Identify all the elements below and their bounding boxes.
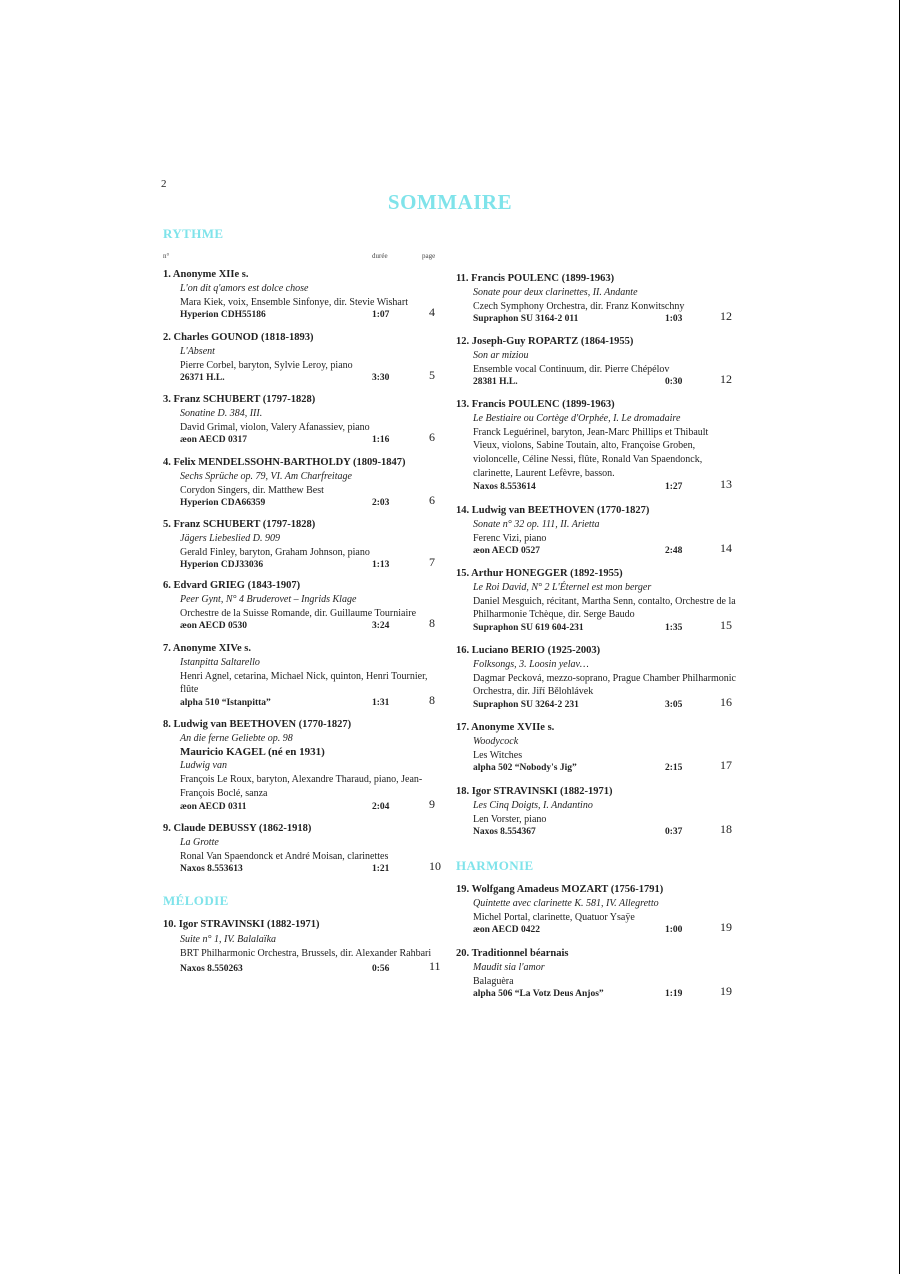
entry-label: æon AECD 0311 [180, 801, 247, 812]
entry-recording-line [163, 958, 441, 977]
page-title: SOMMAIRE [387, 190, 513, 214]
entry-label: Naxos 8.553613 [180, 864, 243, 875]
entry-work: Les Cinq Doigts, I. Andantino [473, 799, 593, 811]
entry-label: 26371 H.L. [180, 373, 225, 384]
entry-performers: Len Vorster, piano [473, 813, 547, 825]
entry-page: 6 [429, 430, 435, 445]
entry-page: 7 [429, 555, 435, 570]
entry-recording-line [456, 822, 736, 840]
entry-composer: Franz SCHUBERT (1797-1828) [173, 394, 316, 405]
entry-page: 12 [720, 372, 732, 387]
entry-recording-line [456, 695, 736, 713]
entry-number: 17. [456, 722, 470, 733]
toc-entry [163, 718, 441, 815]
entry-duration: 0:37 [665, 827, 683, 838]
entry-recording-line [456, 372, 736, 390]
entry-page: 11 [429, 958, 441, 973]
entry-label: Supraphon SU 3164-2 011 [473, 314, 579, 325]
entry-number: 4. [163, 457, 171, 468]
entry-heading [456, 947, 736, 961]
entry-duration: 2:04 [372, 801, 390, 812]
header-duration: durée [372, 252, 388, 260]
entry-duration: 0:30 [665, 377, 683, 388]
entry-composer: Anonyme XIIe s. [172, 269, 249, 280]
entry-page: 12 [720, 309, 732, 324]
entry-work: Sechs Sprüche op. 79, VI. Am Charfreitage [180, 470, 352, 482]
toc-entry [456, 947, 736, 1002]
entry-composer: Francis POULENC (1899-1963) [471, 399, 615, 410]
entry-recording-line [163, 859, 441, 877]
entry-heading [163, 642, 441, 656]
toc-entry [456, 335, 736, 390]
entry-work: An die ferne Geliebte op. 98 [180, 732, 293, 744]
entry-performers: Pierre Corbel, baryton, Sylvie Leroy, piano [180, 359, 353, 371]
entry-heading [163, 918, 441, 933]
entry-work: Sonate pour deux clarinettes, II. Andante [473, 286, 638, 298]
entry-heading [163, 456, 441, 470]
entry-work: Le Bestiaire ou Cortège d'Orphée, I. Le dromadaire [473, 412, 681, 424]
entry-work: Suite n° 1, IV. Balalaïka [180, 933, 277, 945]
entry-performers: François Le Roux, baryton, Alexandre Tharaud, piano, Jean-François Boclé, sanza [180, 774, 423, 799]
entry-composer: Franz SCHUBERT (1797-1828) [173, 519, 316, 530]
entry-performers: Ferenc Vizi, piano [473, 532, 547, 544]
entry-performers: Les Witches [473, 749, 523, 761]
toc-entry [456, 721, 736, 776]
entry-recording-line [456, 309, 736, 327]
entry-work: Sonate n° 32 op. 111, II. Arietta [473, 518, 600, 530]
entry-number: 18. [456, 786, 470, 797]
entry-heading [163, 822, 441, 836]
entry-recording-line [163, 796, 441, 815]
toc-entry [456, 883, 736, 938]
entry-composer: Ludwig van BEETHOVEN (1770-1827) [471, 505, 650, 516]
entry-label: alpha 510 “Istanpitta” [180, 698, 271, 709]
entry-number: 6. [163, 580, 171, 591]
toc-entry [163, 393, 441, 448]
entry-performers: Henri Agnel, cetarina, Michael Nick, quinton, Henri Tournier, flûte [180, 670, 428, 696]
entry-performers: Czech Symphony Orchestra, dir. Franz Konwitschny [473, 300, 685, 312]
entry-composer: Claude DEBUSSY (1862-1918) [173, 823, 312, 834]
entry-work: Maudit sia l'amor [473, 961, 545, 973]
entry-composer: Arthur HONEGGER (1892-1955) [471, 568, 623, 579]
entry-composer: Traditionnel béarnais [471, 948, 569, 959]
entry-composer: Anonyme XIVe s. [172, 643, 252, 654]
entry-performers: Franck Leguérinel, baryton, Jean-Marc Phillips et Thibault Vieux, violons, Sabine Toutain, alto, Françoise Groben, violoncelle, Céline Nessi, flûte, Ronald Van Spaendonck, clarinette, Laurent Lefèvre, basson. [473, 426, 709, 479]
entry-number: 13. [456, 399, 470, 410]
entry-composer: Igor STRAVINSKI (1882-1971) [471, 786, 613, 797]
entry-label: Supraphon SU 619 604-231 [473, 623, 584, 634]
entry-page: 15 [720, 618, 732, 633]
toc-entry [456, 644, 736, 713]
entry-number: 8. [163, 719, 171, 730]
entry-performers: David Grimal, violon, Valery Afanassiev, piano [180, 421, 370, 433]
toc-entry [456, 398, 736, 495]
entry-duration: 1:31 [372, 698, 390, 709]
toc-entry [163, 918, 441, 976]
entry-heading [456, 785, 736, 799]
entry-recording-line [456, 984, 736, 1002]
header-page: page [422, 252, 436, 260]
entry-composer: Edvard GRIEG (1843-1907) [173, 580, 301, 591]
entry-composer: Charles GOUNOD (1818-1893) [173, 332, 314, 343]
entry-heading [456, 883, 736, 897]
header-number: n° [163, 252, 170, 260]
entry-duration: 1:03 [665, 314, 683, 325]
entry-page: 19 [720, 920, 732, 935]
entry-performers: Mara Kiek, voix, Ensemble Sinfonye, dir. Stevie Wishart [180, 296, 408, 308]
toc-entry [163, 642, 441, 711]
toc-entry [163, 268, 441, 323]
entry-duration: 1:27 [665, 481, 683, 492]
entry-work: La Grotte [180, 836, 219, 848]
entry-page: 9 [429, 796, 435, 811]
entry-page: 19 [720, 984, 732, 999]
entry-duration: 1:00 [665, 925, 683, 936]
entry-performers: Orchestre de la Suisse Romande, dir. Guillaume Tourniaire [180, 607, 417, 619]
entry-heading [163, 718, 441, 732]
entry-performers: Daniel Mesguich, récitant, Martha Senn, contalto, Orchestre de la Philharmonie Tchèque, dir. Serge Baudo [473, 595, 736, 621]
entry-page: 13 [720, 476, 732, 491]
entry-performers: BRT Philharmonic Orchestra, Brussels, dir. Alexander Rahbari [180, 948, 432, 960]
entry-work: Sonatine D. 384, III. [180, 407, 263, 419]
entry-duration: 3:24 [372, 621, 390, 632]
entry-performers: Balaguèra [473, 975, 514, 987]
entry-duration: 2:15 [665, 763, 683, 774]
entry-recording-line [163, 616, 441, 634]
entry-heading [456, 335, 736, 349]
entry-composer: Ludwig van BEETHOVEN (1770-1827) [173, 719, 352, 730]
toc-entry [163, 456, 441, 511]
entry-heading [456, 644, 736, 658]
toc-entry [163, 579, 441, 634]
entry-label: alpha 502 “Nobody's Jig” [473, 763, 577, 774]
entry-number: 10. [163, 919, 177, 930]
entry-page: 8 [429, 616, 435, 631]
entry-heading [163, 518, 441, 532]
entry-duration: 1:07 [372, 310, 390, 321]
entry-composer: Joseph-Guy ROPARTZ (1864-1955) [471, 336, 634, 347]
entry-duration: 2:48 [665, 546, 683, 557]
entry-work-2: Ludwig van [180, 760, 227, 772]
entry-number: 15. [456, 568, 470, 579]
entry-performers: Dagmar Pecková, mezzo-soprano, Prague Chamber Philharmonic Orchestra, dir. Jiří Bělohlávek [473, 672, 736, 698]
entry-work: L'on dit q'amors est dolce chose [180, 282, 309, 294]
entry-number: 1. [163, 269, 171, 280]
entry-recording-line [456, 920, 736, 938]
entry-page: 14 [720, 541, 732, 556]
entry-number: 3. [163, 394, 171, 405]
entry-work: Jägers Liebeslied D. 909 [180, 532, 280, 544]
entry-number: 9. [163, 823, 171, 834]
entry-number: 12. [456, 336, 470, 347]
entry-recording-line [163, 305, 441, 323]
entry-number: 16. [456, 645, 470, 656]
entry-performers: Corydon Singers, dir. Matthew Best [180, 484, 324, 496]
entry-performers: Michel Portal, clarinette, Quatuor Ysaÿe [473, 911, 635, 923]
entry-recording-line [456, 618, 736, 636]
entry-heading [163, 393, 441, 407]
entry-duration: 3:30 [372, 373, 390, 384]
entry-heading [456, 567, 736, 581]
entry-recording-line [163, 693, 441, 711]
entry-number: 7. [163, 643, 171, 654]
entry-heading [456, 272, 736, 286]
section-harmonie: HARMONIE [456, 858, 534, 873]
entry-label: alpha 506 “La Votz Deus Anjos” [473, 989, 604, 1000]
section-rythme: RYTHME [163, 226, 224, 241]
entry-heading [163, 579, 441, 593]
entry-recording-line [163, 555, 441, 573]
toc-entry [163, 822, 441, 877]
entry-duration: 1:35 [665, 623, 683, 634]
entry-duration: 1:13 [372, 560, 390, 571]
entry-label: æon AECD 0530 [180, 621, 248, 632]
entry-number: 11. [456, 273, 469, 284]
entry-work: Istanpitta Saltarello [180, 656, 260, 668]
entry-duration: 1:21 [372, 864, 390, 875]
entry-duration: 1:16 [372, 435, 390, 446]
entry-label: 28381 H.L. [473, 377, 518, 388]
toc-entry [163, 331, 441, 386]
entry-composer-2: Mauricio KAGEL (né en 1931) [180, 745, 325, 758]
entry-label: Hyperion CDA66359 [180, 498, 266, 509]
entry-page: 8 [429, 693, 435, 708]
entry-label: æon AECD 0527 [473, 546, 541, 557]
entry-label: Supraphon SU 3264-2 231 [473, 700, 579, 711]
entry-composer: Anonyme XVIIe s. [471, 722, 555, 733]
entry-duration: 2:03 [372, 498, 390, 509]
entry-duration: 0:56 [372, 963, 390, 974]
entry-heading [456, 398, 736, 412]
entry-work: Quintette avec clarinette K. 581, IV. Allegretto [473, 897, 659, 909]
entry-work: L'Absent [180, 345, 215, 357]
entry-number: 19. [456, 884, 470, 895]
entry-heading [163, 331, 441, 345]
entry-composer: Felix MENDELSSOHN-BARTHOLDY (1809-1847) [173, 457, 406, 468]
entry-performers: Ronal Van Spaendonck et André Moisan, clarinettes [180, 850, 389, 862]
toc-entry [163, 518, 441, 573]
section-melodie: MÉLODIE [163, 893, 229, 908]
entry-page: 5 [429, 368, 435, 383]
toc-entry [456, 785, 736, 840]
entry-page: 18 [720, 822, 732, 837]
entry-recording-line [163, 430, 441, 448]
entry-work: Le Roi David, N° 2 L'Éternel est mon berger [473, 581, 652, 593]
entry-composer: Wolfgang Amadeus MOZART (1756-1791) [471, 884, 664, 895]
entry-page: 16 [720, 695, 732, 710]
entry-work: Folksongs, 3. Loosin yelav… [473, 658, 589, 670]
entry-label: Naxos 8.554367 [473, 827, 536, 838]
entry-composer: Igor STRAVINSKI (1882-1971) [178, 919, 320, 930]
entry-recording-line [456, 476, 736, 495]
entry-page: 6 [429, 493, 435, 508]
entry-work: Son ar miziou [473, 349, 529, 361]
entry-number: 14. [456, 505, 470, 516]
entry-heading [456, 721, 736, 735]
entry-number: 5. [163, 519, 171, 530]
entry-recording-line [163, 368, 441, 386]
entry-label: æon AECD 0422 [473, 925, 541, 936]
entry-label: Hyperion CDJ33036 [180, 560, 264, 571]
entry-recording-line [456, 758, 736, 776]
toc-entry [456, 567, 736, 636]
entry-number: 20. [456, 948, 470, 959]
entry-label: Naxos 8.550263 [180, 963, 243, 974]
toc-entry [456, 272, 736, 327]
entry-page: 4 [429, 305, 435, 320]
entry-number: 2. [163, 332, 171, 343]
entry-label: Hyperion CDH55186 [180, 310, 266, 321]
entry-composer: Luciano BERIO (1925-2003) [471, 645, 601, 656]
entry-page: 17 [720, 758, 732, 773]
entry-duration: 1:19 [665, 989, 683, 1000]
entry-label: Naxos 8.553614 [473, 481, 536, 492]
entry-page: 10 [429, 859, 441, 874]
entry-work: Woodycock [473, 735, 519, 747]
entry-heading [163, 268, 441, 282]
entry-performers: Gerald Finley, baryton, Graham Johnson, piano [180, 546, 370, 558]
entry-performers: Ensemble vocal Continuum, dir. Pierre Chépélov [473, 363, 670, 375]
toc-entry [456, 504, 736, 559]
entry-recording-line [163, 493, 441, 511]
entry-recording-line [456, 541, 736, 559]
entry-label: æon AECD 0317 [180, 435, 248, 446]
entry-work: Peer Gynt, N° 4 Bruderovet – Ingrids Klage [180, 593, 357, 605]
entry-duration: 3:05 [665, 700, 683, 711]
entry-composer: Francis POULENC (1899-1963) [471, 273, 615, 284]
entry-heading [456, 504, 736, 518]
page-number: 2 [161, 178, 167, 190]
